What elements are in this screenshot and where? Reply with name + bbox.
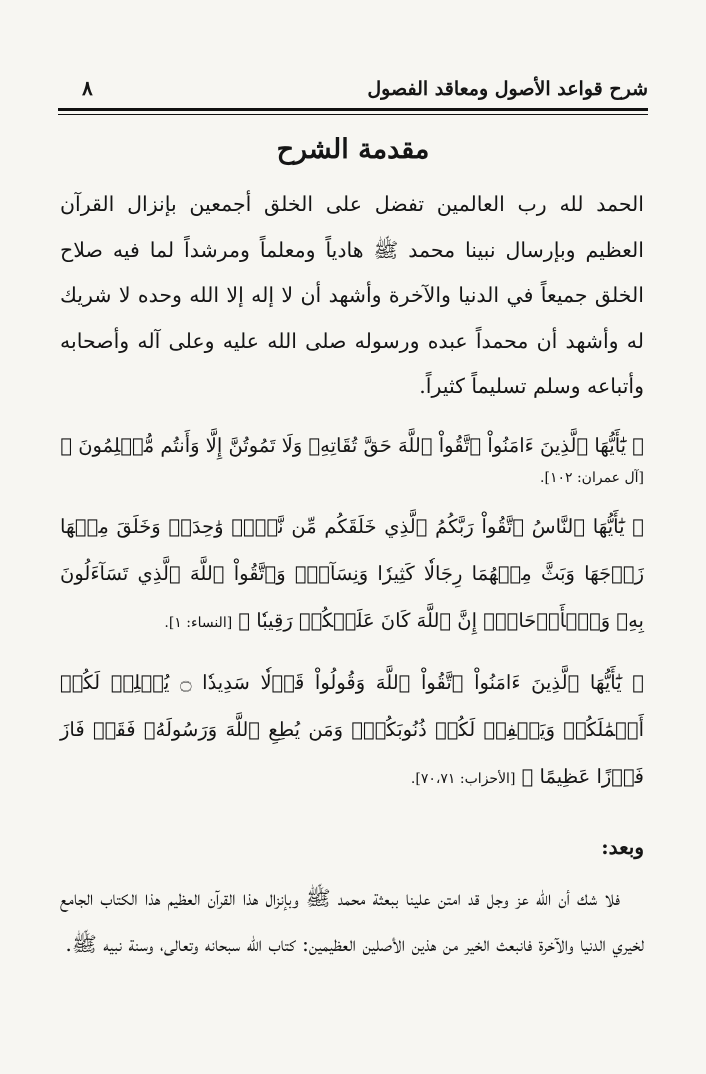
quran-verse-1 [60,422,644,491]
intro-paragraph: الحمد لله رب العالمين تفضل على الخلق أجمعين بإنزال القرآن العظيم وبإرسال نبينا محمد ﷺ هادياً ومعلماً ومرشداً لما فيه صلاح الخلق جميعاً في الدنيا والآخرة وأشهد أن لا إله إلا الله وحده لا شريك له وأشهد أن محمداً عبده ورسوله صلى الله عليه وعلى آله وأصحابه وأتباعه وسلم تسليماً كثيراً. [60,192,644,398]
verse-3-text: ﴿ يَٰٓأَيُّهَا ٱلَّذِينَ ءَامَنُواْ ٱتَّقُواْ ٱللَّهَ وَقُولُواْ قَوۡلٗا سَدِيدٗا ۝ يُصۡلِحۡ لَكُمۡ أَعۡمَٰلَكُمۡ وَيَغۡفِرۡ لَكُمۡ ذُنُوبَكُمۡۗ وَمَن يُطِعِ ٱللَّهَ وَرَسُولَهُۥ فَقَدۡ فَازَ فَوۡزًا عَظِيمًا ﴾ [60,670,644,788]
header-rule-thin [58,114,648,115]
running-header [58,70,648,110]
verse-2-text: ﴿ يَٰٓأَيُّهَا ٱلنَّاسُ ٱتَّقُواْ رَبَّكُمُ ٱلَّذِي خَلَقَكُم مِّن نَّفۡسٖ وَٰحِدَةٖ وَخَلَقَ مِنۡهَا زَوۡجَهَا وَبَثَّ مِنۡهُمَا رِجَالٗا كَثِيرٗا وَنِسَآءٗۚ وَٱتَّقُواْ ٱللَّهَ ٱلَّذِي تَسَآءَلُونَ بِهِۦ وَٱلۡأَرۡحَامَۚ إِنَّ ٱللَّهَ كَانَ عَلَيۡكُمۡ رَقِيبٗا ﴾ [60,514,644,632]
closing-paragraph-text: فلا شك أن الله عز وجل قد امتن علينا ببعثة محمد ﷺ وبإنزال هذا القرآن العظيم هذا الكتاب الجامع لخيري الدنيا والآخرة فانبعث الخير من هذين الأصلين العظيمين: كتاب الله سبحانه وتعالى، وسنة نبيه ﷺ. [60,886,644,956]
verse-1-text: ﴿ يَٰٓأَيُّهَا ٱلَّذِينَ ءَامَنُواْ ٱتَّقُواْ ٱللَّهَ حَقَّ تُقَاتِهِۦ وَلَا تَمُوتُنَّ إِلَّا وَأَنتُم مُّسۡلِمُونَ ﴾ [60,433,644,457]
header-title: شرح قواعد الأصول ومعاقد الفصول [367,78,648,100]
quran-verse-2 [60,503,644,647]
wabad-heading: وبعد: [601,834,644,859]
closing-paragraph [60,876,644,967]
page-number: ٨ [82,76,93,100]
verse-2-reference: [النساء: ١]. [164,614,233,631]
verse-1-reference: [آل عمران: ١٠٢]. [540,469,644,486]
body-text [60,182,644,967]
header-rule-thick [58,108,648,111]
quran-verse-3 [60,659,644,803]
verse-3-reference: [الأحزاب: ٧٠،٧١]. [410,770,516,787]
section-title: مقدمة الشرح [276,134,430,165]
